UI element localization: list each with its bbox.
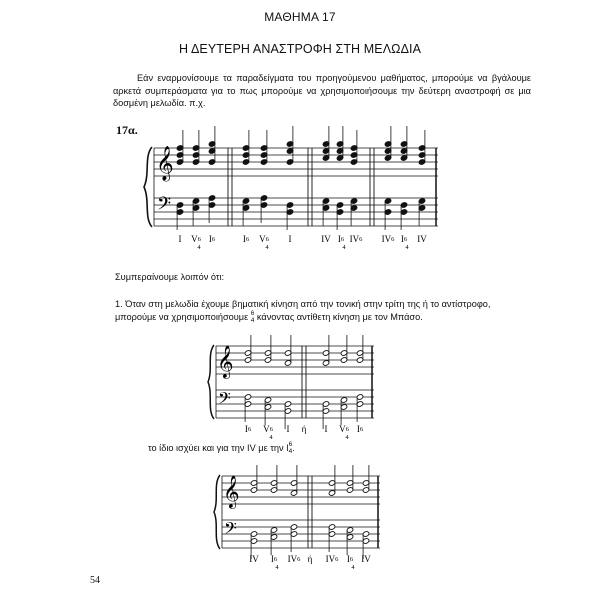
bass-staff bbox=[216, 390, 374, 418]
roman-numeral-label: IV bbox=[361, 554, 371, 564]
figure-bottom: 4 bbox=[351, 564, 355, 571]
example-label: 17α. bbox=[116, 123, 138, 137]
roman-numeral-label: V6 bbox=[259, 234, 269, 244]
roman-numeral-label: IV6 bbox=[349, 234, 363, 244]
roman-numeral-label: IV bbox=[249, 554, 259, 564]
same-applies-text bbox=[148, 442, 295, 455]
roman-numeral-label: V6 bbox=[263, 424, 273, 434]
roman-numeral-label: IV6 bbox=[325, 554, 339, 564]
roman-numeral-label: IV6 bbox=[381, 234, 395, 244]
music-example-17a bbox=[140, 138, 450, 256]
figure-bottom: 4 bbox=[197, 244, 201, 251]
figure-top: 6 bbox=[197, 236, 201, 243]
figure-top: 6 bbox=[335, 556, 339, 563]
figure-bottom: 4 bbox=[275, 564, 279, 571]
bass-clef-icon: 𝄢 bbox=[224, 518, 237, 542]
roman-numeral-label: V6 bbox=[191, 234, 201, 244]
bass-clef-icon: 𝄢 bbox=[157, 194, 172, 219]
roman-numeral-label: I6 bbox=[208, 234, 216, 244]
roman-numeral-label: ή bbox=[301, 424, 307, 434]
figure-bottom: 4 bbox=[269, 434, 273, 441]
roman-numeral-label: I bbox=[288, 234, 292, 244]
conclusion-intro: Συμπεραίνουμε λοιπόν ότι: bbox=[115, 272, 225, 282]
figure-bottom: 4 bbox=[265, 244, 269, 251]
intro-paragraph: Εάν εναρμονίσουμε τα παραδείγματα του προηγούμενου μαθήματος, μπορούμε να βγάλουμε αρκετά συμπεράσματα για το πως μπορούμε να χρησιμοποιήσουμε την δεύτερη αναστροφή σε μια δοσμένη μελωδία. π.χ. bbox=[113, 73, 531, 109]
figure-top: 6 bbox=[273, 556, 278, 563]
section-title: Η ΔΕΥΤΕΡΗ ΑΝΑΣΤΡΟΦΗ ΣΤΗ ΜΕΛΩΔΙΑ bbox=[178, 42, 422, 56]
roman-numeral-label: I bbox=[324, 424, 328, 434]
page-title: ΜΑΘΗΜΑ 17 bbox=[264, 10, 336, 24]
roman-numeral-label: I6 bbox=[356, 424, 364, 434]
page-number: 54 bbox=[90, 575, 100, 586]
figure-top: 6 bbox=[359, 236, 363, 243]
barlines bbox=[308, 476, 378, 548]
roman-numeral-label: I6 bbox=[337, 234, 345, 244]
treble-clef-icon: 𝄞 bbox=[223, 475, 240, 508]
roman-numeral-label: IV bbox=[321, 234, 331, 244]
roman-numeral-labels bbox=[249, 554, 371, 571]
music-example-iv bbox=[212, 470, 392, 571]
roman-numeral-label: V6 bbox=[339, 424, 349, 434]
roman-numeral-label: IV bbox=[417, 234, 427, 244]
roman-numeral-labels bbox=[245, 424, 364, 441]
treble-clef-icon: 𝄞 bbox=[156, 146, 174, 181]
figure-top: 6 bbox=[340, 236, 345, 243]
figure-bottom: 4 bbox=[405, 244, 409, 251]
notes bbox=[250, 465, 369, 559]
figure-top: 6 bbox=[245, 236, 250, 243]
figure-top: 6 bbox=[391, 236, 395, 243]
roman-numeral-label: I6 bbox=[270, 554, 278, 564]
roman-numeral-label: ή bbox=[307, 554, 313, 564]
notes bbox=[244, 335, 363, 429]
rule-1-figure-bottom: 4 bbox=[250, 316, 255, 324]
treble-clef-icon: 𝄞 bbox=[217, 345, 234, 378]
figure-bottom: 4 bbox=[345, 434, 349, 441]
roman-numeral-labels bbox=[179, 234, 428, 251]
figure-top: 6 bbox=[265, 236, 269, 243]
roman-numeral-label: I6 bbox=[244, 424, 252, 434]
treble-staff bbox=[222, 476, 380, 504]
same-applies-figure-top: 6 bbox=[288, 441, 293, 448]
barlines bbox=[302, 346, 372, 418]
figure-top: 6 bbox=[269, 426, 273, 433]
bass-clef-icon: 𝄢 bbox=[218, 388, 231, 412]
roman-numeral-label: I bbox=[178, 234, 182, 244]
figure-top: 6 bbox=[345, 426, 349, 433]
notes bbox=[176, 126, 425, 230]
figure-top: 6 bbox=[349, 556, 354, 563]
rule-1-figure-top: 6 bbox=[250, 310, 255, 318]
rule-1-suffix: κάνοντας αντίθετη κίνηση με τον Μπάσο. bbox=[254, 312, 423, 322]
roman-numeral-label: I6 bbox=[242, 234, 250, 244]
same-applies-prefix: το ίδιο ισχύει και για την IV με την I bbox=[148, 442, 289, 453]
same-applies-figure-bottom: 4 bbox=[288, 447, 293, 455]
treble-staff bbox=[216, 346, 374, 374]
roman-numeral-label: I bbox=[286, 424, 290, 434]
brace bbox=[214, 475, 220, 549]
brace bbox=[208, 345, 214, 419]
music-example-rule-1 bbox=[206, 340, 386, 441]
brace bbox=[144, 147, 152, 227]
roman-numeral-label: I6 bbox=[400, 234, 408, 244]
bass-staff bbox=[222, 520, 380, 548]
roman-numeral-label: IV6 bbox=[287, 554, 301, 564]
roman-numeral-label: I6 bbox=[346, 554, 354, 564]
rule-1-text bbox=[115, 298, 533, 324]
rule-1-prefix: 1. Όταν στη μελωδία έχουμε βηματική κίνηση από την τονική στην τρίτη της ή το αντίστροφο, μπορούμε να χρησιμοποιήσουμε bbox=[115, 299, 491, 322]
figure-bottom: 4 bbox=[342, 244, 346, 251]
figure-top: 6 bbox=[297, 556, 301, 563]
figure-top: 6 bbox=[211, 236, 216, 243]
figure-top: 6 bbox=[403, 236, 408, 243]
same-applies-suffix: . bbox=[292, 442, 295, 453]
figure-top: 6 bbox=[247, 426, 252, 433]
figure-top: 6 bbox=[359, 426, 364, 433]
